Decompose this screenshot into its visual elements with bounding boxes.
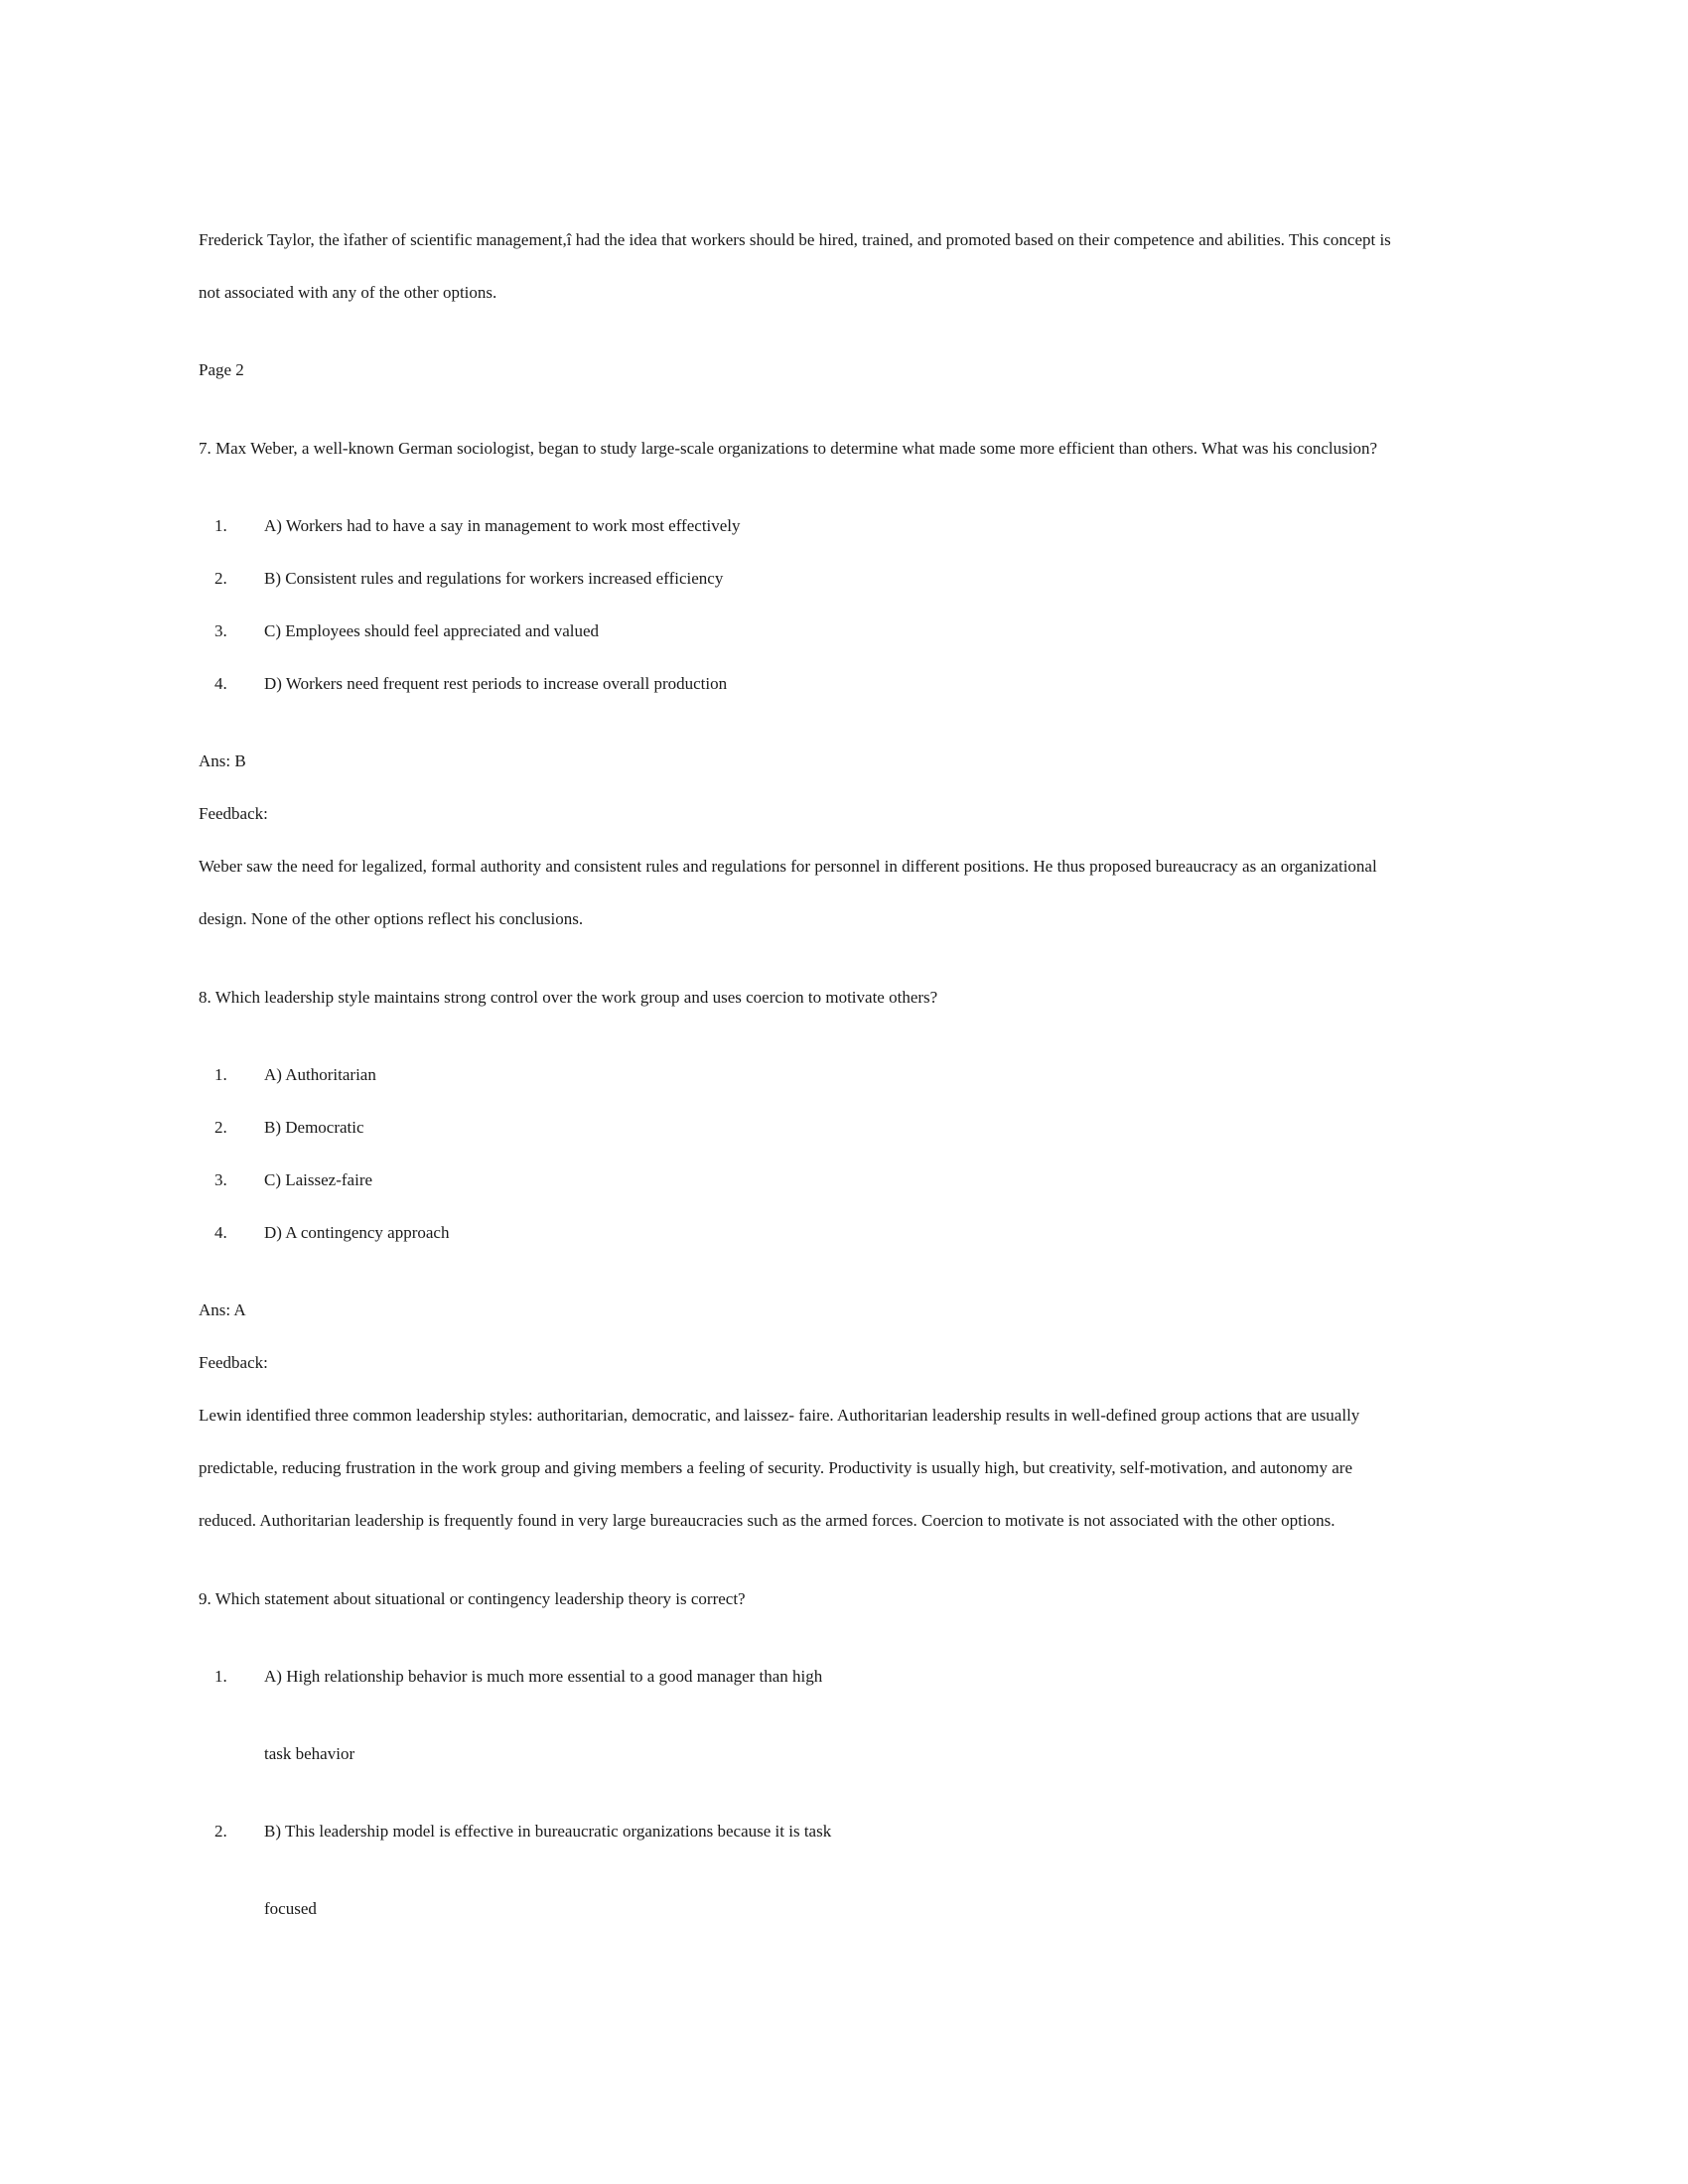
q8-feedback-line-2: predictable, reducing frustration in the work group and giving members a feeling of security. Productivity is usually high, but creativity, self-motivation, and autonomy are [199,1458,1353,1477]
question-9-text: 9. Which statement about situational or contingency leadership theory is correct? [199,1589,746,1608]
q7-feedback-line-2: design. None of the other options reflect his conclusions. [199,909,584,928]
q7-option-b: B) Consistent rules and regulations for workers increased efficiency [264,569,724,588]
q8-option-1-number: 1. [214,1065,227,1084]
q7-feedback-line-1: Weber saw the need for legalized, formal authority and consistent rules and regulations for personnel in different positions. He thus proposed bureaucracy as an organizational [199,857,1377,876]
q8-option-2-number: 2. [214,1118,227,1137]
q7-option-2-number: 2. [214,569,227,588]
q7-option-a: A) Workers had to have a say in management to work most effectively [264,516,741,535]
q7-option-c: C) Employees should feel appreciated and valued [264,621,600,640]
q7-option-1-number: 1. [214,516,227,535]
q8-option-4-number: 4. [214,1223,227,1242]
q7-option-d: D) Workers need frequent rest periods to increase overall production [264,674,728,693]
q9-option-a: A) High relationship behavior is much more essential to a good manager than high [264,1667,823,1686]
q8-option-b: B) Democratic [264,1118,364,1137]
q8-feedback-line-1: Lewin identified three common leadership styles: authoritarian, democratic, and laissez- faire. Authoritarian leadership results in well-defined group actions that are usually [199,1406,1360,1425]
q7-option-4-number: 4. [214,674,227,693]
taylor-feedback-line-2: not associated with any of the other options. [199,283,497,302]
q7-feedback-label: Feedback: [199,804,268,823]
q9-option-b-continuation: focused [264,1899,317,1918]
q8-feedback-line-3: reduced. Authoritarian leadership is frequently found in very large bureaucracies such as the armed forces. Coercion to motivate is not associated with the other options. [199,1511,1336,1530]
q8-option-c: C) Laissez-faire [264,1170,373,1189]
q9-option-2-number: 2. [214,1822,227,1841]
question-7-text: 7. Max Weber, a well-known German sociologist, began to study large-scale organizations to determine what made some more efficient than others. What was his conclusion? [199,439,1377,458]
q8-answer: Ans: A [199,1300,246,1319]
page-label: Page 2 [199,360,244,379]
q8-option-a: A) Authoritarian [264,1065,376,1084]
q9-option-a-continuation: task behavior [264,1744,355,1763]
q7-option-3-number: 3. [214,621,227,640]
question-8-text: 8. Which leadership style maintains strong control over the work group and uses coercion to motivate others? [199,988,938,1007]
q8-option-3-number: 3. [214,1170,227,1189]
q9-option-1-number: 1. [214,1667,227,1686]
q7-answer: Ans: B [199,751,246,770]
q9-option-b: B) This leadership model is effective in bureaucratic organizations because it is task [264,1822,832,1841]
q8-option-d: D) A contingency approach [264,1223,450,1242]
q8-feedback-label: Feedback: [199,1353,268,1372]
taylor-feedback-line-1: Frederick Taylor, the ìfather of scientific management,î had the idea that workers should be hired, trained, and promoted based on their competence and abilities. This concept is [199,230,1391,249]
